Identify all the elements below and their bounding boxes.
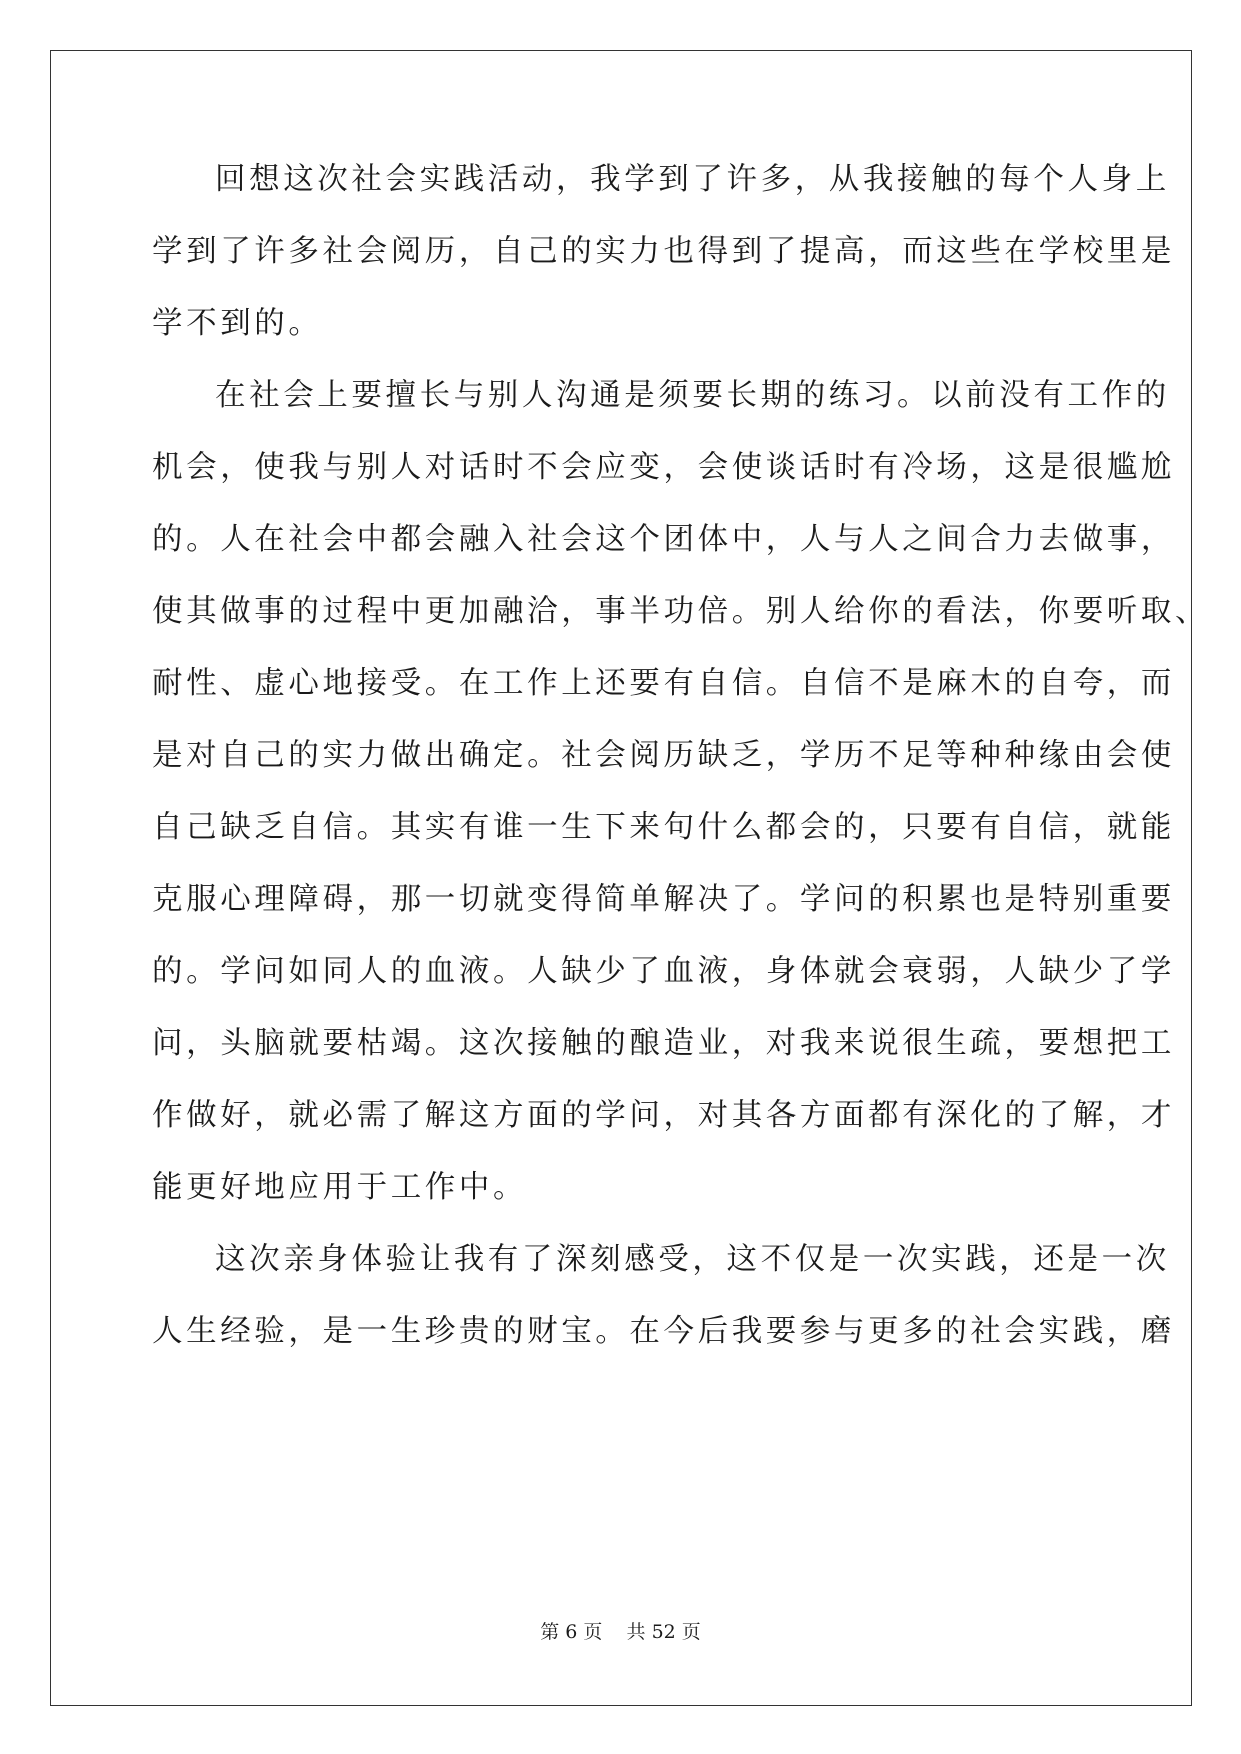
text-line: 回想这次社会实践活动，我学到了许多，从我接触的每个人身上	[215, 162, 1170, 197]
text-line: 这次亲身体验让我有了深刻感受，这不仅是一次实践，还是一次	[215, 1242, 1170, 1277]
text-line: 能更好地应用于工作中。	[152, 1170, 528, 1205]
text-line: 作做好，就必需了解这方面的学问，对其各方面都有深化的了解，才	[152, 1098, 1175, 1133]
text-line: 在社会上要擅长与别人沟通是须要长期的练习。以前没有工作的	[215, 378, 1170, 413]
text-line: 问，头脑就要枯竭。这次接触的酿造业，对我来说很生疏，要想把工	[152, 1026, 1175, 1061]
text-line: 是对自己的实力做出确定。社会阅历缺乏，学历不足等种种缘由会使	[152, 738, 1175, 773]
text-line: 学到了许多社会阅历，自己的实力也得到了提高，而这些在学校里是	[152, 234, 1175, 269]
text-line: 耐性、虚心地接受。在工作上还要有自信。自信不是麻木的自夸，而	[152, 666, 1175, 701]
text-line: 使其做事的过程中更加融洽，事半功倍。别人给你的看法，你要听取、	[152, 594, 1210, 629]
text-line: 自己缺乏自信。其实有谁一生下来句什么都会的，只要有自信，就能	[152, 810, 1175, 845]
page-total: 共 52 页	[626, 1621, 701, 1643]
text-line: 克服心理障碍，那一切就变得简单解决了。学问的积累也是特别重要	[152, 882, 1175, 917]
text-line: 机会，使我与别人对话时不会应变，会使谈话时有冷场，这是很尴尬	[152, 450, 1175, 485]
text-line: 的。学问如同人的血液。人缺少了血液，身体就会衰弱，人缺少了学	[152, 954, 1175, 989]
text-line: 学不到的。	[152, 306, 323, 341]
text-line: 的。人在社会中都会融入社会这个团体中，人与人之间合力去做事，	[152, 522, 1175, 557]
page-number: 第 6 页	[540, 1621, 603, 1643]
page-footer	[0, 1620, 1241, 1644]
text-line: 人生经验，是一生珍贵的财宝。在今后我要参与更多的社会实践，磨	[152, 1314, 1175, 1349]
